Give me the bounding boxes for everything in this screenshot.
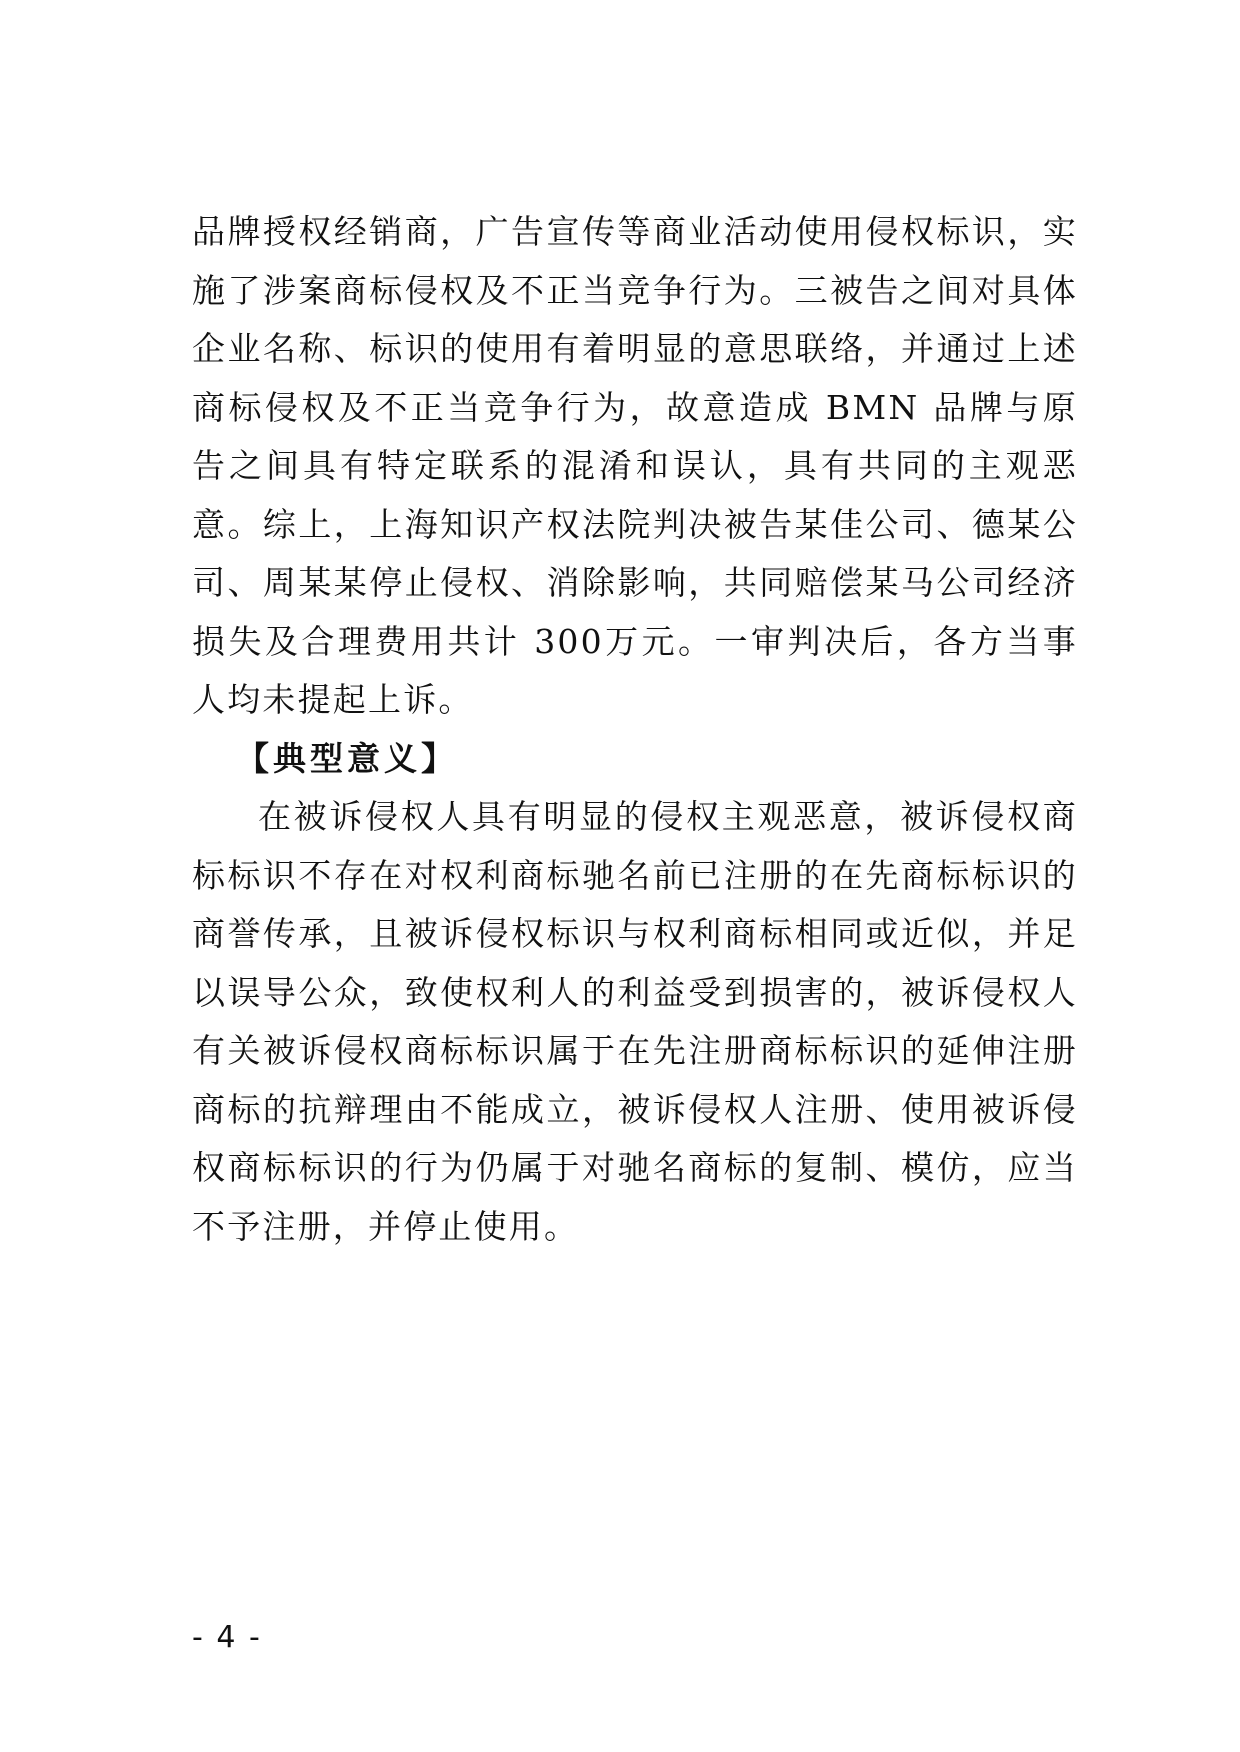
body-paragraph-significance: 在被诉侵权人具有明显的侵权主观恶意，被诉侵权商标标识不存在对权利商标驰名前已注册的在先商标标识的商誉传承，且被诉侵权标识与权利商标相同或近似，并足以误导公众，致使权利人的利益受到损害的，被诉侵权人有关被诉侵权商标标识属于在先注册商标标识的延伸注册商标的抗辩理由不能成立，被诉侵权人注册、使用被诉侵权商标标识的行为仍属于对驰名商标的复制、模仿，应当不予注册，并停止使用。 bbox=[192, 797, 1078, 1246]
body-paragraph-case-ruling: 品牌授权经销商，广告宣传等商业活动使用侵权标识，实施了涉案商标侵权及不正当竞争行为。三被告之间对具体企业名称、标识的使用有着明显的意思联络，并通过上述商标侵权及不正当竞争行为，故意造成 BMN 品牌与原告之间具有特定联系的混淆和误认，具有共同的主观恶意。综上，上海知识产权法院判决被告某佳公司、德某公司、周某某停止侵权、消除影响，共同赔偿某马公司经济损失及合理费用共计 300万元。一审判决后，各方当事人均未提起上诉。 bbox=[192, 212, 1078, 719]
section-heading-typical-significance: 【典型意义】 bbox=[236, 738, 458, 778]
page-number: - 4 - bbox=[192, 1620, 262, 1655]
document-body bbox=[192, 203, 1078, 1256]
